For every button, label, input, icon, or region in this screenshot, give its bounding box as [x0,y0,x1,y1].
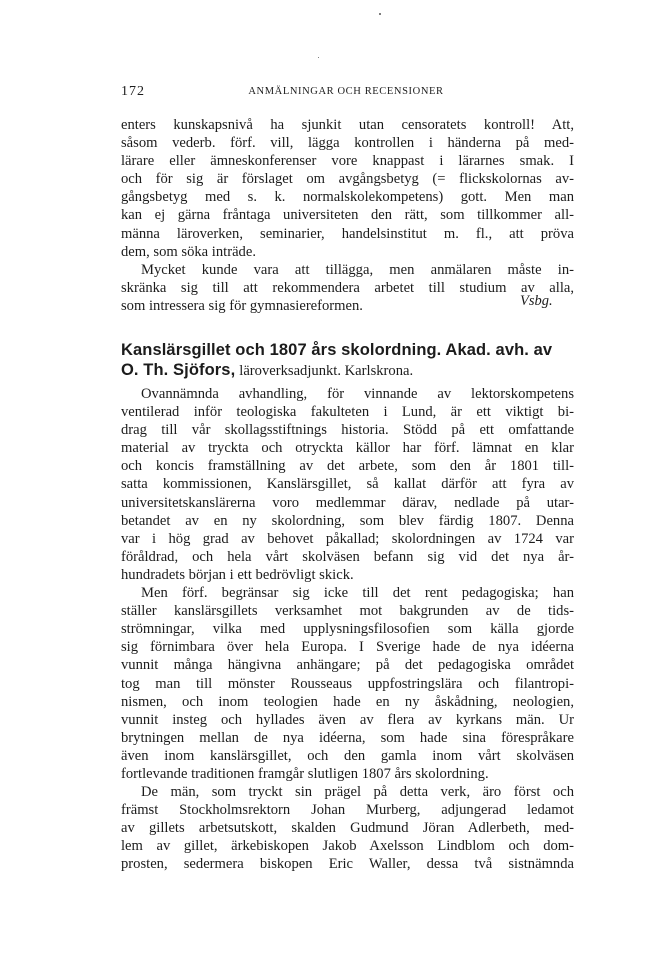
text-line: tog man till mönster Rousseaus uppfostringslära och filantropi- [121,675,574,692]
text-line: Ovannämnda avhandling, för vinnande av lektorskompetens [141,386,574,402]
text-line: vunnit insteg och hyllades även av flera av kyrkans män. Ur [121,711,574,728]
text-line: gångsbetyg med s. k. normalskolekompetens) gott. Men man [121,189,574,206]
text-line: ställer kanslärsgillets verksamhet mot bakgrunden av de tids- [121,603,574,620]
page-header [121,84,571,104]
text-line: sig förnimbara över hela Europa. I Sverige hade de nya idéerna [121,639,574,656]
text-line: och koncis framställning av det arbete, som den år 1801 till- [121,458,574,475]
review-title [121,340,581,380]
text-line: lärare eller ämneskonferenser vore knappast i lärarnes smak. I [121,153,574,170]
review-author-details: läroverksadjunkt. Karlskrona. [239,363,414,379]
text-line: strömningar, vilka med upplysningsfilosofien som källa gjorde [121,621,574,638]
text-line: brytningen mellan de nya idéerna, som hade sina förespråkare [121,729,574,746]
running-head: ANMÄLNINGAR OCH RECENSIONER [248,86,444,97]
text-line: var i hög grad av behovet påkallad; skolordningen av 1724 var [121,530,574,547]
text-line: såsom vederb. förf. vill, lägga kontrollen i händerna på med- [121,135,574,152]
text-line: satta kommissionen, Kanslärsgillet, så kallat därför att fyra av [121,476,574,493]
text-line: drag till vår skollagsstiftnings historia. Stödd på ett omfattande [121,422,574,439]
text-line: Men förf. begränsar sig icke till det rent pedagogiska; han [141,585,574,602]
reviewer-signature: Vsbg. [520,293,553,309]
text-line: av gillets arbetsutskott, skalden Gudmund Jöran Adlerbeth, med- [121,820,574,837]
text-line: männa läroverken, seminarier, handelsinstitut m. fl., att pröva [121,225,574,242]
text-line: De män, som tryckt sin prägel på detta verk, äro först och [141,784,574,801]
text-line: Mycket kunde vara att tillägga, men anmälaren måste in- [141,261,574,278]
intro-paragraphs [121,116,574,315]
text-line: betandet av en ny skolordning, som blev färdig 1807. Denna [121,512,574,529]
text-line: skränka sig till att rekommendera arbetet till studium av alla, [121,279,574,296]
text-line: dem, som söka inträde. [121,243,256,260]
text-line: hundradets början i ett bedrövligt skick. [121,566,354,583]
text-line: enters kunskapsnivå ha sjunkit utan censoratets kontroll! Att, [121,117,574,133]
text-line: universitetskanslärerna voro medlemmar därav, nedlade på utar- [121,494,574,511]
text-line: nismen, och inom teologien hade en ny åskådning, neologien, [121,693,574,710]
text-line: främst Stockholmsrektorn Johan Murberg, adjungerad ledamot [121,802,574,819]
text-line: vunnit många hängivna anhängare; på det pedagogiska området [121,657,574,674]
text-line: fortlevande traditionen framgår slutligen 1807 års skolordning. [121,765,489,782]
text-line: ventilerad inför teologiska fakulteten i Lund, är ett viktigt bi- [121,404,574,421]
text-line: kan ej gärna fråntaga universiteten den rätt, som tillkommer all- [121,207,574,224]
text-line: material av tryckta och otryckta källor har förf. lämnat en klar [121,440,574,457]
ink-speck [379,13,381,15]
text-line: och för sig är förslaget om avgångsbetyg (= flickskolornas av- [121,171,574,188]
text-line: prosten, sedermera biskopen Eric Waller, dessa två sistnämnda [121,856,574,873]
text-line: lem av gillet, ärkebiskopen Jakob Axelsson Lindblom och dom- [121,838,574,855]
ink-speck [318,57,319,58]
review-author: O. Th. Sjöfors, [121,361,236,379]
review-body [121,385,574,874]
text-line: som intressera sig för gymnasiereformen. [121,297,363,314]
review-title-line-1: Kanslärsgillet och 1807 års skolordning. Akad. avh. av [121,341,553,359]
page-number: 172 [121,84,145,99]
text-line: föråldrad, och hela vårt skolväsen befann sig vid det nya år- [121,548,574,565]
text-line: även inom kanslärsgillet, och den gamla inom vårt skolväsen [121,747,574,764]
